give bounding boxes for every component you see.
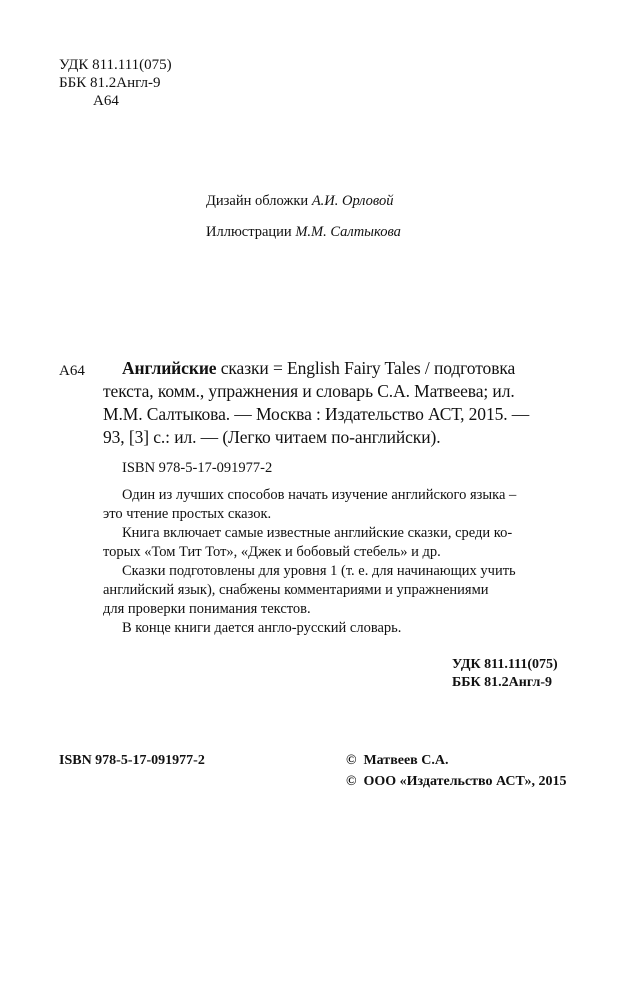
- bbk-code: ББК 81.2Англ-9: [59, 75, 161, 91]
- author-mark: А64: [93, 93, 119, 109]
- catalog-isbn: ISBN 978-5-17-091977-2: [122, 460, 273, 476]
- right-codes: [452, 657, 558, 691]
- illustrations-credit-label: Иллюстрации: [206, 224, 296, 240]
- copyright-author: © Матвеев С.А.: [346, 753, 449, 768]
- catalog-line-1: Английские сказки = English Fairy Tales / подготовка: [122, 358, 516, 378]
- annotation: [103, 486, 561, 638]
- annotation-p3-line3: для проверки понимания текстов.: [103, 601, 311, 617]
- right-bbk-code: ББК 81.2Англ-9: [452, 675, 553, 690]
- cover-credit-label: Дизайн обложки: [206, 193, 312, 209]
- annotation-p4-line1: В конце книги дается англо-русский словарь.: [122, 620, 402, 636]
- annotation-p2-line2: торых «Том Тит Тот», «Джек и бобовый стебель» и др.: [103, 544, 441, 560]
- annotation-p2-line1: Книга включает самые известные английские сказки, среди ко-: [122, 525, 513, 541]
- annotation-p3-line1: Сказки подготовлены для уровня 1 (т. е. для начинающих учить: [122, 563, 516, 579]
- header-codes: [59, 56, 172, 110]
- catalog-line-4: 93, [3] с.: ил. — (Легко читаем по-английски).: [103, 427, 441, 447]
- catalog-line-2: текста, комм., упражнения и словарь С.А. Матвеева; ил.: [103, 381, 515, 401]
- catalog-line-3: М.М. Салтыкова. — Москва : Издательство АСТ, 2015. —: [103, 404, 530, 424]
- annotation-p1-line1: Один из лучших способов начать изучение английского языка –: [122, 487, 517, 503]
- annotation-p3-line2: английский язык), снабжены комментариями и упражнениями: [103, 582, 489, 598]
- copyright-publisher: © ООО «Издательство АСТ», 2015: [346, 774, 567, 789]
- udk-code: УДК 811.111(075): [59, 57, 172, 73]
- annotation-p1-line2: это чтение простых сказок.: [103, 506, 272, 522]
- catalog-mark: А64: [59, 363, 85, 379]
- cover-credit-name: А.И. Орловой: [311, 193, 394, 209]
- catalog-entry: [103, 357, 562, 449]
- illustrations-credit-name: М.М. Салтыкова: [295, 224, 401, 240]
- book-title: Английские: [122, 358, 217, 378]
- illustrations-credit: [206, 223, 401, 242]
- copyright-block: [346, 753, 567, 790]
- cover-credit: [206, 192, 394, 211]
- footer-isbn: ISBN 978-5-17-091977-2: [59, 753, 205, 768]
- right-udk-code: УДК 811.111(075): [452, 657, 558, 672]
